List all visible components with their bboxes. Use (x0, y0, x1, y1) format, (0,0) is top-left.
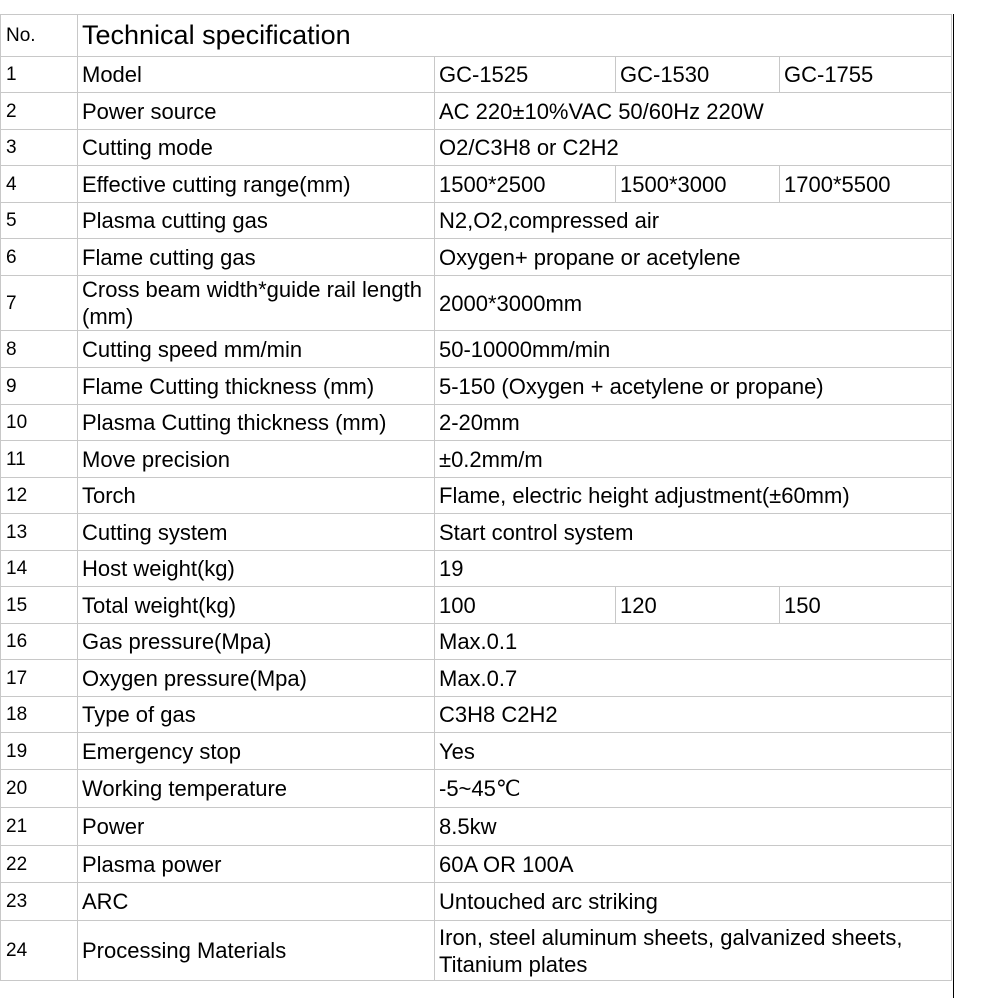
spec-value: ±0.2mm/m (435, 441, 952, 478)
spec-label: Processing Materials (78, 921, 435, 981)
spec-value-col2: 120 (616, 587, 780, 624)
table-row (1, 130, 952, 166)
row-number: 18 (1, 697, 78, 733)
table-row (1, 331, 952, 368)
spec-value-col3: 150 (780, 587, 952, 624)
spec-value-col2: 1500*3000 (616, 166, 780, 203)
spec-label: Emergency stop (78, 733, 435, 770)
spec-value: Oxygen+ propane or acetylene (435, 239, 952, 276)
spec-label: ARC (78, 883, 435, 921)
spec-value: N2,O2,compressed air (435, 203, 952, 239)
spec-value-col1: 100 (435, 587, 616, 624)
right-border-line (953, 14, 954, 998)
row-number: 2 (1, 93, 78, 130)
spec-value: Max.0.1 (435, 624, 952, 660)
row-number: 7 (1, 276, 78, 331)
header-row (1, 15, 952, 57)
row-number: 8 (1, 331, 78, 368)
spec-value: 8.5kw (435, 808, 952, 846)
spec-value: -5~45℃ (435, 770, 952, 808)
table-row (1, 660, 952, 697)
row-number: 22 (1, 846, 78, 883)
spec-label: Total weight(kg) (78, 587, 435, 624)
spec-label: Gas pressure(Mpa) (78, 624, 435, 660)
row-number: 3 (1, 130, 78, 166)
header-title: Technical specification (78, 15, 952, 57)
spec-label: Cutting system (78, 514, 435, 551)
row-number: 11 (1, 441, 78, 478)
table-row (1, 405, 952, 441)
table-row (1, 551, 952, 587)
table-row (1, 587, 952, 624)
table-row (1, 514, 952, 551)
table-row (1, 921, 952, 981)
spec-value: Max.0.7 (435, 660, 952, 697)
spec-label: Plasma cutting gas (78, 203, 435, 239)
spec-value: 5-150 (Oxygen + acetylene or propane) (435, 368, 952, 405)
spec-label: Cutting speed mm/min (78, 331, 435, 368)
row-number: 13 (1, 514, 78, 551)
row-number: 23 (1, 883, 78, 921)
row-number: 6 (1, 239, 78, 276)
spec-label: Effective cutting range(mm) (78, 166, 435, 203)
row-number: 14 (1, 551, 78, 587)
table-row (1, 239, 952, 276)
spec-label: Power source (78, 93, 435, 130)
table-row (1, 166, 952, 203)
spec-label: Flame cutting gas (78, 239, 435, 276)
spec-label: Host weight(kg) (78, 551, 435, 587)
row-number: 15 (1, 587, 78, 624)
spec-value: Flame, electric height adjustment(±60mm) (435, 478, 952, 514)
spec-label: Power (78, 808, 435, 846)
spec-value: 50-10000mm/min (435, 331, 952, 368)
spec-table-body (1, 15, 952, 981)
row-number: 9 (1, 368, 78, 405)
table-row (1, 93, 952, 130)
row-number: 10 (1, 405, 78, 441)
spec-value: C3H8 C2H2 (435, 697, 952, 733)
spec-value: 2000*3000mm (435, 276, 952, 331)
row-number: 24 (1, 921, 78, 981)
spec-value: 19 (435, 551, 952, 587)
table-row (1, 203, 952, 239)
spec-label: Oxygen pressure(Mpa) (78, 660, 435, 697)
table-row (1, 441, 952, 478)
spec-label: Working temperature (78, 770, 435, 808)
table-row (1, 276, 952, 331)
row-number: 12 (1, 478, 78, 514)
row-number: 20 (1, 770, 78, 808)
spec-value: 60A OR 100A (435, 846, 952, 883)
spec-value: Iron, steel aluminum sheets, galvanized sheets, Titanium plates (435, 921, 952, 981)
spec-label: Cross beam width*guide rail length (mm) (78, 276, 435, 331)
table-row (1, 697, 952, 733)
spec-value: Yes (435, 733, 952, 770)
spec-label: Cutting mode (78, 130, 435, 166)
row-number: 19 (1, 733, 78, 770)
spec-label: Type of gas (78, 697, 435, 733)
header-no: No. (1, 15, 78, 57)
table-row (1, 368, 952, 405)
row-number: 5 (1, 203, 78, 239)
table-row (1, 846, 952, 883)
spec-value-col3: 1700*5500 (780, 166, 952, 203)
spec-value: O2/C3H8 or C2H2 (435, 130, 952, 166)
table-row (1, 733, 952, 770)
row-number: 4 (1, 166, 78, 203)
row-number: 16 (1, 624, 78, 660)
table-row (1, 883, 952, 921)
spec-value-col1: GC-1525 (435, 57, 616, 93)
spec-label: Plasma power (78, 846, 435, 883)
spec-label: Plasma Cutting thickness (mm) (78, 405, 435, 441)
spec-value: 2-20mm (435, 405, 952, 441)
spec-value: Untouched arc striking (435, 883, 952, 921)
spec-table (0, 14, 952, 981)
spec-label: Torch (78, 478, 435, 514)
row-number: 1 (1, 57, 78, 93)
spec-label: Model (78, 57, 435, 93)
spec-value-col1: 1500*2500 (435, 166, 616, 203)
table-row (1, 770, 952, 808)
spec-label: Move precision (78, 441, 435, 478)
table-row (1, 808, 952, 846)
spec-value-col3: GC-1755 (780, 57, 952, 93)
spec-value: AC 220±10%VAC 50/60Hz 220W (435, 93, 952, 130)
spec-table-container (0, 14, 952, 981)
row-number: 21 (1, 808, 78, 846)
table-row (1, 478, 952, 514)
spec-value: Start control system (435, 514, 952, 551)
table-row (1, 624, 952, 660)
row-number: 17 (1, 660, 78, 697)
table-row (1, 57, 952, 93)
spec-label: Flame Cutting thickness (mm) (78, 368, 435, 405)
spec-value-col2: GC-1530 (616, 57, 780, 93)
